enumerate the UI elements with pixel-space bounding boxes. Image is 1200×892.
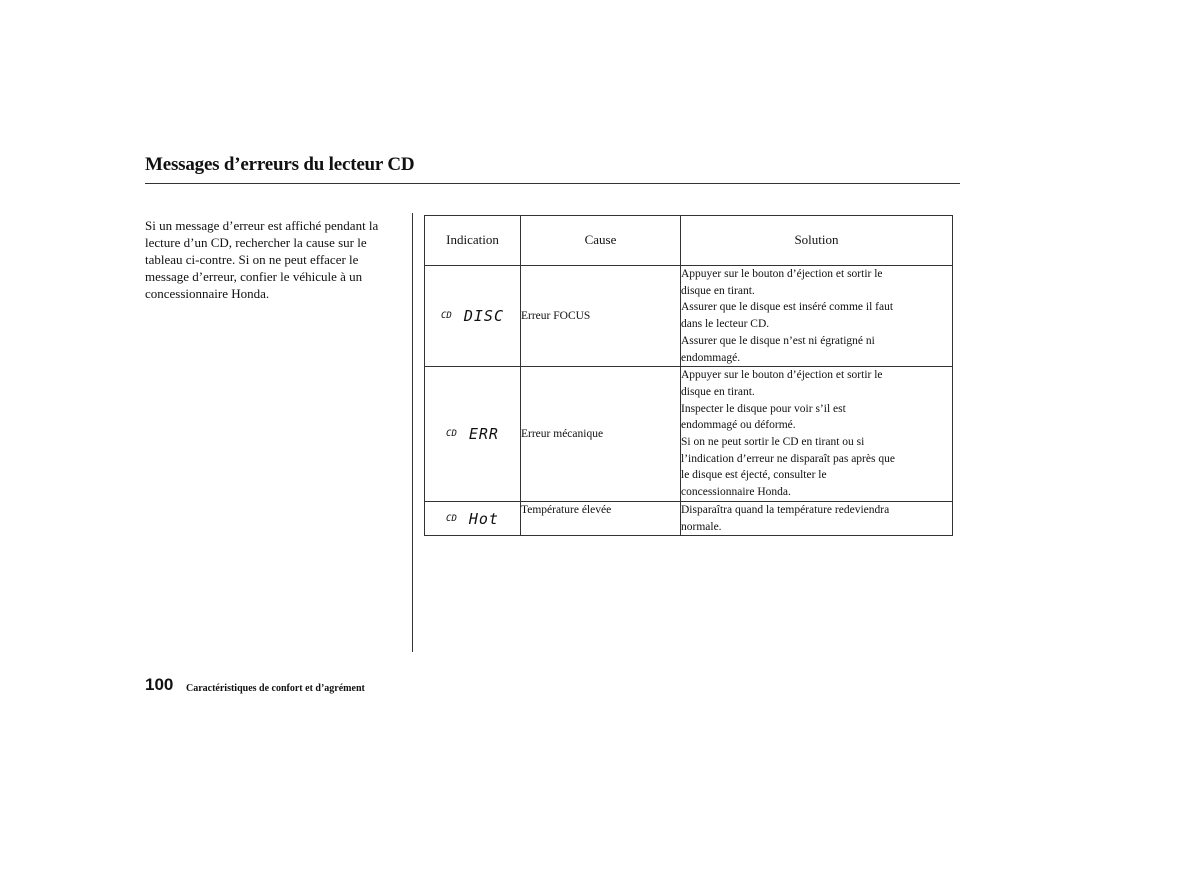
solution-line: Appuyer sur le bouton d’éjection et sortir le (681, 268, 883, 280)
solution-line: Assurer que le disque n’est ni égratigné ni (681, 334, 875, 347)
indication-cell (425, 367, 521, 502)
lcd-code: Hot (468, 509, 499, 528)
lcd-display-icon (446, 426, 499, 443)
header-indication: Indication (425, 216, 521, 266)
header-solution: Solution (681, 216, 953, 266)
cause-cell: Erreur FOCUS (521, 266, 681, 367)
solution-line: Inspecter le disque pour voir s’il est (681, 402, 846, 415)
indication-cell (425, 266, 521, 367)
solution-line: disque en tirant. (681, 385, 755, 398)
solution-line: Disparaîtra quand la température redeviendra (681, 503, 890, 516)
lcd-code: DISC (463, 307, 504, 326)
intro-line: Si un message d’erreur est affiché pendant la (145, 218, 379, 233)
table-row (425, 367, 953, 502)
solution-line: endommagé ou déformé. (681, 419, 796, 432)
solution-line: dans le lecteur CD. (681, 318, 770, 331)
page-title: Messages d’erreurs du lecteur CD (145, 154, 415, 175)
title-divider (145, 183, 960, 184)
indication-cell (425, 501, 521, 535)
solution-cell (681, 367, 953, 502)
table-row (425, 501, 953, 535)
solution-line: l’indication d’erreur ne disparaît pas après que (681, 452, 895, 465)
solution-line: endommagé. (681, 351, 741, 364)
solution-line: le disque est éjecté, consulter le (681, 469, 827, 482)
solution-line: disque en tirant. (681, 284, 755, 297)
intro-line: message d’erreur, confier le véhicule à un (145, 269, 363, 284)
solution-cell (681, 501, 953, 535)
lcd-cd-label: CD (446, 513, 457, 524)
solution-line: Appuyer sur le bouton d’éjection et sortir le (681, 369, 883, 382)
solution-line: Assurer que le disque est inséré comme il faut (681, 301, 894, 314)
footer-section-title: Caractéristiques de confort et d’agrément (186, 683, 365, 694)
lcd-display-icon (446, 511, 499, 528)
solution-line: Si on ne peut sortir le CD en tirant ou si (681, 436, 865, 449)
header-cause: Cause (521, 216, 681, 266)
lcd-display-icon (441, 308, 504, 325)
table-row (425, 266, 953, 367)
intro-paragraph (145, 217, 407, 302)
cause-cell: Température élevée (521, 501, 681, 535)
page-number: 100 (145, 675, 174, 694)
solution-cell (681, 266, 953, 367)
table-header-row (425, 216, 953, 266)
lcd-cd-label: CD (446, 429, 457, 440)
cause-cell: Erreur mécanique (521, 367, 681, 502)
error-messages-table (424, 215, 953, 536)
intro-line: concessionnaire Honda. (145, 286, 270, 301)
column-divider (412, 213, 413, 652)
intro-line: tableau ci-contre. Si on ne peut effacer le (145, 252, 359, 267)
intro-line: lecture d’un CD, rechercher la cause sur le (145, 235, 367, 250)
lcd-cd-label: CD (441, 311, 452, 322)
lcd-code: ERR (468, 425, 499, 444)
solution-line: normale. (681, 520, 722, 533)
solution-line: concessionnaire Honda. (681, 486, 791, 499)
